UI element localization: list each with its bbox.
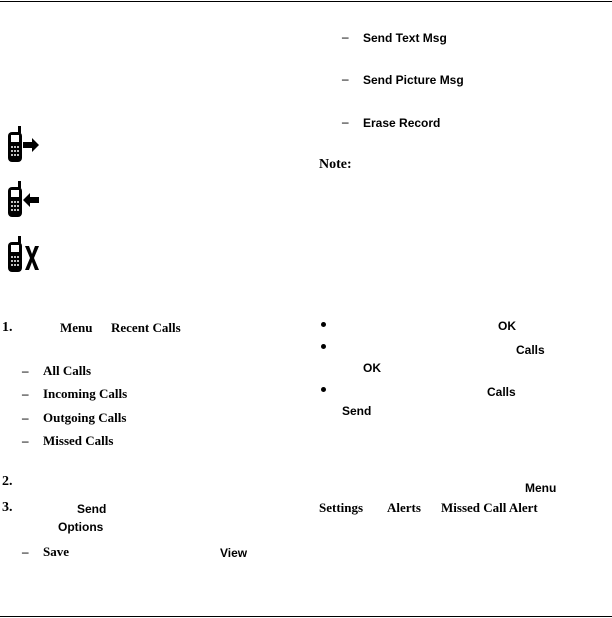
- step-1-number: 1.: [2, 320, 13, 335]
- step-3-options: Options: [58, 520, 104, 534]
- list-dash: –: [342, 71, 349, 86]
- list-item-outgoing-calls: Outgoing Calls: [43, 410, 127, 425]
- bullet-2-calls: Calls: [516, 343, 545, 357]
- bullet-1-ok: OK: [498, 319, 516, 333]
- sub-view: View: [220, 546, 248, 560]
- step-3-number: 3.: [2, 500, 13, 515]
- sub-save: Save: [43, 544, 69, 559]
- missed-call-phone-icon: [6, 236, 40, 274]
- list-item-all-calls: All Calls: [43, 363, 92, 378]
- bullet-2-ok: OK: [363, 361, 381, 375]
- bullet: [321, 322, 326, 327]
- bottom-rule: [0, 616, 612, 617]
- bullet: [321, 387, 326, 392]
- list-item-send-picture-msg: Send Picture Msg: [363, 73, 464, 87]
- path-settings: Settings: [319, 500, 364, 515]
- list-dash: –: [22, 386, 29, 401]
- list-dash: –: [342, 29, 349, 44]
- top-rule: [0, 1, 612, 2]
- list-item-incoming-calls: Incoming Calls: [43, 386, 128, 401]
- list-dash: –: [22, 363, 29, 378]
- path-missed-call-alert: Missed Call Alert: [441, 500, 538, 515]
- list-dash: –: [22, 544, 29, 559]
- list-item-missed-calls: Missed Calls: [43, 433, 114, 448]
- bullet-3-calls: Calls: [487, 385, 516, 399]
- step-1-menu-key: Menu: [60, 320, 93, 335]
- list-item-send-text-msg: Send Text Msg: [363, 31, 447, 45]
- path-menu: Menu: [525, 481, 557, 495]
- note-label: Note:: [319, 157, 352, 172]
- bullet: [321, 344, 326, 349]
- step-2-number: 2.: [2, 474, 13, 489]
- list-dash: –: [342, 114, 349, 129]
- step-1-recent-calls: Recent Calls: [111, 320, 181, 335]
- path-alerts: Alerts: [387, 500, 421, 515]
- outgoing-call-phone-icon: [6, 126, 40, 164]
- incoming-call-phone-icon: [6, 181, 40, 219]
- step-3-send-key: Send: [77, 502, 107, 516]
- list-dash: –: [22, 410, 29, 425]
- list-dash: –: [22, 433, 29, 448]
- bullet-3-send: Send: [342, 404, 372, 418]
- list-item-erase-record: Erase Record: [363, 116, 441, 130]
